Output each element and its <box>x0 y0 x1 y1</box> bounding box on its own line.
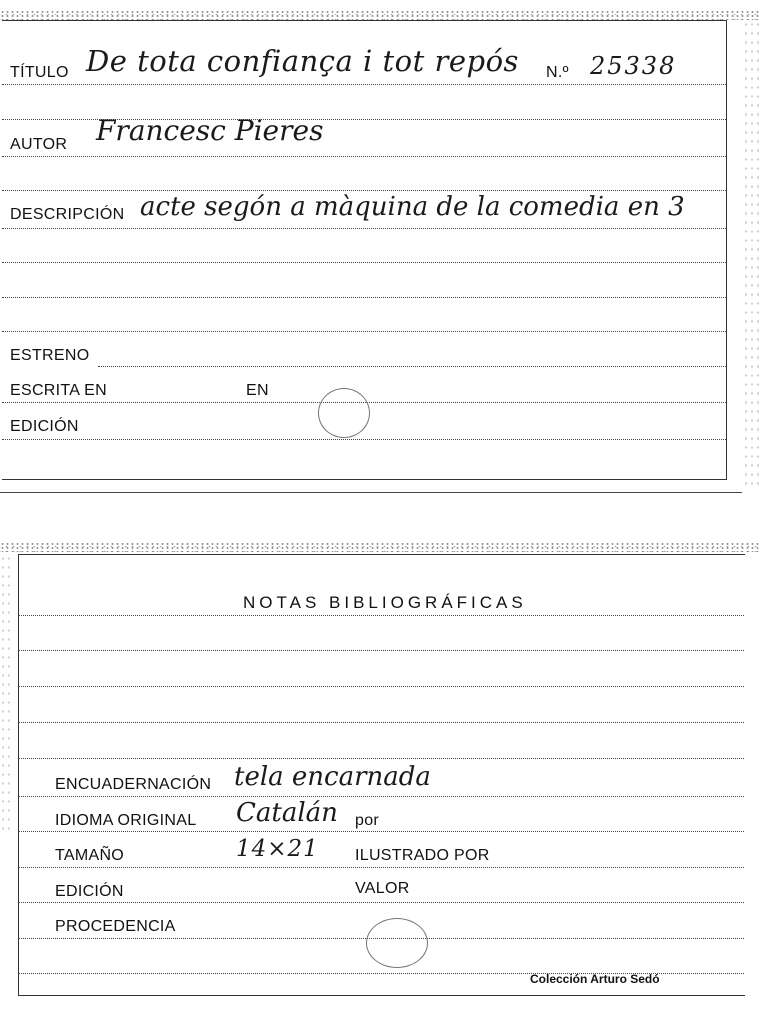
idioma-rule <box>18 831 744 832</box>
titulo-value: De tota confiança i tot repós <box>86 44 519 78</box>
por-label: por <box>355 812 380 829</box>
tamano-value: 14×21 <box>236 836 319 862</box>
descripcion-value: acte segón a màquina de la comedia en 3 <box>140 192 685 222</box>
catalog-card-top <box>0 0 759 500</box>
descripcion-rule <box>2 228 726 229</box>
blank-rule <box>2 190 726 191</box>
tamano-label: TAMAÑO <box>55 847 125 864</box>
torn-edge <box>0 542 759 552</box>
blank-rule <box>18 722 744 723</box>
tamano-rule <box>18 867 744 868</box>
autor-label: AUTOR <box>10 136 68 153</box>
torn-edge <box>0 10 759 20</box>
edicion-rule <box>2 439 726 440</box>
blank-rule <box>2 262 726 263</box>
idioma-value: Catalán <box>236 798 338 828</box>
collection-footer: Colección Arturo Sedó <box>530 972 660 986</box>
card-separator <box>0 492 742 493</box>
escrita-en-label: ESCRITA EN <box>10 382 107 399</box>
en-label: EN <box>246 382 269 399</box>
edicion-label: EDICIÓN <box>55 883 124 900</box>
encuadernacion-value: tela encarnada <box>234 762 431 792</box>
autor-value: Francesc Pieres <box>96 114 324 147</box>
blank-rule <box>18 758 744 759</box>
numero-value: 25338 <box>590 52 677 80</box>
blank-rule <box>18 686 744 687</box>
blank-rule <box>2 297 726 298</box>
catalog-card-bottom <box>0 542 759 1028</box>
ink-smudge <box>318 388 370 438</box>
margin-speckle <box>743 20 759 490</box>
valor-label: VALOR <box>355 880 410 897</box>
descripcion-label: DESCRIPCIÓN <box>10 206 125 223</box>
edicion-label: EDICIÓN <box>10 418 79 435</box>
encuadernacion-rule <box>18 796 744 797</box>
encuadernacion-label: ENCUADERNACIÓN <box>55 776 212 793</box>
estreno-rule <box>98 366 726 367</box>
numero-label: N.º <box>546 64 569 81</box>
blank-rule <box>2 331 726 332</box>
titulo-label: TÍTULO <box>10 64 69 81</box>
ink-smudge <box>366 918 428 968</box>
idioma-label: IDIOMA ORIGINAL <box>55 812 197 829</box>
margin-speckle <box>0 554 14 834</box>
procedencia-label: PROCEDENCIA <box>55 918 176 935</box>
titulo-rule <box>2 84 726 85</box>
ilustrado-por-label: ILUSTRADO POR <box>355 847 490 864</box>
notas-heading: NOTAS BIBLIOGRÁFICAS <box>243 593 527 612</box>
blank-rule <box>18 650 744 651</box>
estreno-label: ESTRENO <box>10 347 90 364</box>
blank-rule <box>18 615 744 616</box>
edicion-rule <box>18 902 744 903</box>
autor-rule <box>2 156 726 157</box>
